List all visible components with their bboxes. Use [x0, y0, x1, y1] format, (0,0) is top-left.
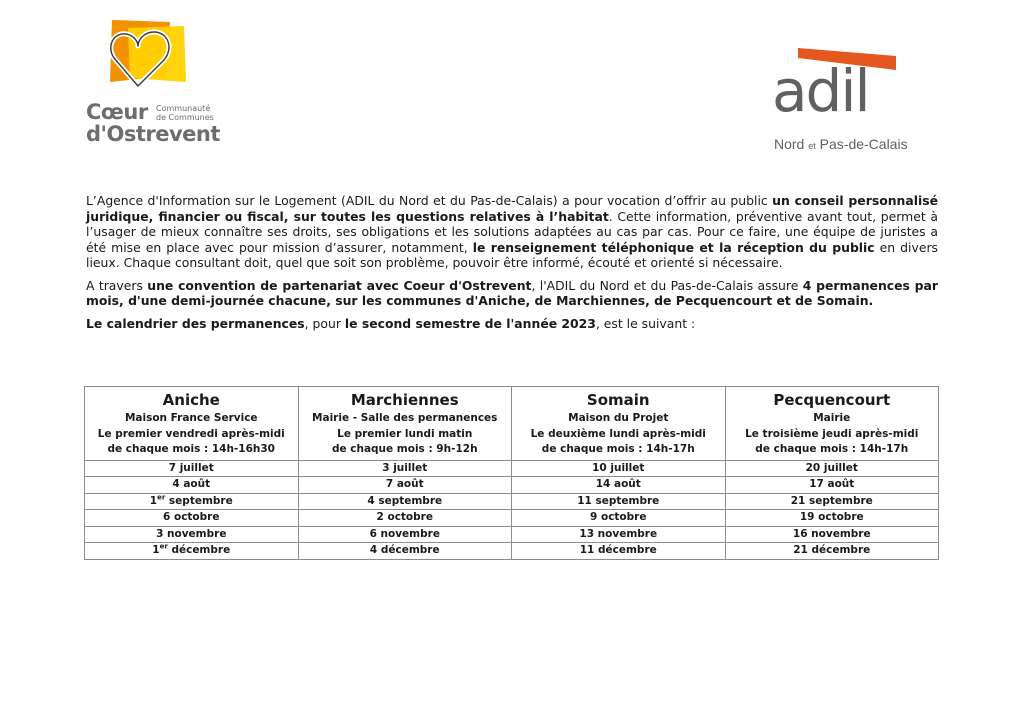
- schedule-text: Le troisième jeudi après-midi: [745, 427, 919, 440]
- date-text: 20 juillet: [805, 461, 858, 474]
- text-run: , l'ADIL du Nord et du Pas-de-Calais assure: [531, 277, 803, 293]
- text-run: L’Agence d'Information sur le Logement (ADIL du Nord et du Pas-de-Calais) a pour vocation d’offrir au public: [86, 193, 773, 208]
- adil-subtitle: [774, 136, 908, 152]
- date-cell-somain: [512, 526, 726, 543]
- logo-text-ostrevent: d'Ostrevent: [86, 122, 220, 146]
- table-header-row: [85, 387, 939, 461]
- column-header-marchiennes: [298, 387, 512, 461]
- date-text: 7 juillet: [168, 461, 214, 474]
- venue-name: Mairie - Salle des permanences: [312, 412, 498, 424]
- date-text: 2 octobre: [376, 511, 433, 524]
- permanence-calendar-table: [84, 386, 939, 560]
- adil-logo: [770, 42, 930, 162]
- text-run: . Cette information, préventive avant tout, permet à l’usager de mieux connaître ses droits, ses obligations et les solutions adaptées au cas par cas. Pour ce faire, une équipe de juristes a été mise en place avec pour mission d’assurer, notamment,: [86, 208, 938, 255]
- date-text: 4 août: [172, 478, 211, 491]
- date-text: 21 décembre: [793, 544, 871, 557]
- bold-text-run: 4 permanences par mois, d'une demi-journée chacune, sur les communes d'Aniche, de Marchiennes, de Pecquencourt et de Somain.: [86, 277, 938, 308]
- date-month: septembre: [165, 494, 233, 507]
- date-cell-aniche: [85, 510, 299, 527]
- intro-paragraph-1: [86, 193, 938, 271]
- table-row: [85, 477, 939, 494]
- date-text: 7 août: [385, 478, 424, 491]
- date-text: 6 octobre: [163, 511, 220, 524]
- ordinal-suffix: er: [159, 542, 168, 551]
- table-row: [85, 526, 939, 543]
- date-text: 19 octobre: [799, 511, 864, 524]
- ordinal-suffix: er: [157, 493, 166, 502]
- hours-text: de chaque mois : 14h-16h30: [107, 443, 275, 455]
- date-cell-pecquencourt: [725, 543, 939, 560]
- coeur-dostrevent-logo: [84, 16, 224, 146]
- logo-tagline: [156, 104, 214, 122]
- date-text: 1: [149, 494, 158, 507]
- logo-text-coeur: Cœur: [86, 100, 148, 124]
- date-cell-pecquencourt: [725, 493, 939, 510]
- intro-paragraph-2: [86, 278, 938, 309]
- date-text: 4 septembre: [367, 494, 443, 507]
- venue-name: Maison du Projet: [568, 412, 669, 424]
- text-run: en divers lieux. Chaque consultant doit, quel que soit son problème, pouvoir être informé, écouté et orienté si nécessaire.: [86, 239, 938, 270]
- date-cell-somain: [512, 477, 726, 494]
- date-text: 10 juillet: [592, 461, 645, 474]
- date-cell-aniche: [85, 460, 299, 477]
- venue-name: Maison France Service: [124, 412, 258, 424]
- date-text: 3 juillet: [382, 461, 428, 474]
- date-cell-marchiennes: [298, 543, 512, 560]
- bold-text-run: le renseignement téléphonique et la réception du public: [472, 239, 875, 255]
- intro-paragraph-3: [86, 316, 938, 332]
- column-header-aniche: [85, 387, 299, 461]
- adil-sub-region: Pas-de-Calais: [819, 136, 908, 152]
- date-text: 13 novembre: [579, 527, 658, 540]
- town-name: Somain: [586, 391, 650, 409]
- date-cell-pecquencourt: [725, 477, 939, 494]
- text-run: , pour: [304, 315, 345, 331]
- town-name: Pecquencourt: [773, 391, 891, 409]
- date-cell-aniche: [85, 526, 299, 543]
- date-month: décembre: [167, 544, 231, 557]
- adil-sub-et: et: [808, 141, 816, 151]
- adil-wordmark: adil: [772, 57, 869, 125]
- date-cell-somain: [512, 510, 726, 527]
- hours-text: de chaque mois : 14h-17h: [755, 443, 909, 455]
- schedule-text: Le premier vendredi après-midi: [97, 427, 285, 440]
- date-cell-aniche: [85, 493, 299, 510]
- date-text: 3 novembre: [156, 527, 227, 540]
- bold-text-run: une convention de partenariat avec Coeur d'Ostrevent: [147, 277, 532, 293]
- table-row: [85, 543, 939, 560]
- date-text: 17 août: [809, 478, 855, 491]
- column-header-pecquencourt: [725, 387, 939, 461]
- date-text: 16 novembre: [792, 527, 871, 540]
- date-text: 1: [152, 544, 160, 557]
- date-cell-marchiennes: [298, 510, 512, 527]
- hours-text: de chaque mois : 9h-12h: [331, 443, 478, 455]
- date-text: 14 août: [595, 478, 641, 491]
- schedule-text: Le premier lundi matin: [337, 427, 473, 440]
- bold-text-run: un conseil personnalisé juridique, financier ou fiscal, sur toutes les questions relatives à l’habitat: [86, 193, 938, 224]
- text-run: , est le suivant :: [595, 315, 696, 331]
- bold-text-run: Le calendrier des permanences: [86, 315, 305, 331]
- date-text: 11 septembre: [577, 494, 660, 507]
- date-text: 6 novembre: [369, 527, 440, 540]
- date-cell-aniche: [85, 477, 299, 494]
- column-header-somain: [512, 387, 726, 461]
- bold-text-run: le second semestre de l'année 2023: [344, 315, 596, 331]
- date-cell-somain: [512, 460, 726, 477]
- date-cell-somain: [512, 493, 726, 510]
- date-cell-somain: [512, 543, 726, 560]
- intro-text: [86, 193, 938, 338]
- schedule-text: Le deuxième lundi après-midi: [530, 427, 706, 440]
- town-name: Aniche: [162, 391, 220, 409]
- table-row: [85, 510, 939, 527]
- text-run: A travers: [86, 277, 148, 293]
- logo-tagline-line: Communauté: [156, 104, 211, 113]
- date-cell-pecquencourt: [725, 460, 939, 477]
- heart-logo-icon: [108, 16, 188, 100]
- date-cell-marchiennes: [298, 477, 512, 494]
- adil-sub-nord: Nord: [774, 136, 805, 152]
- table-row: [85, 460, 939, 477]
- date-cell-aniche: [85, 543, 299, 560]
- date-text: 21 septembre: [790, 494, 873, 507]
- logo-tagline-line: de Communes: [156, 113, 214, 122]
- hours-text: de chaque mois : 14h-17h: [541, 443, 695, 455]
- date-text: 9 octobre: [590, 511, 647, 524]
- date-cell-marchiennes: [298, 460, 512, 477]
- date-cell-pecquencourt: [725, 526, 939, 543]
- town-name: Marchiennes: [350, 391, 459, 409]
- table-row: [85, 493, 939, 510]
- date-cell-marchiennes: [298, 526, 512, 543]
- date-text: 11 décembre: [579, 544, 657, 557]
- date-text: 4 décembre: [369, 544, 440, 557]
- date-cell-marchiennes: [298, 493, 512, 510]
- venue-name: Mairie: [813, 412, 851, 424]
- date-cell-pecquencourt: [725, 510, 939, 527]
- calendar-body: [85, 460, 939, 559]
